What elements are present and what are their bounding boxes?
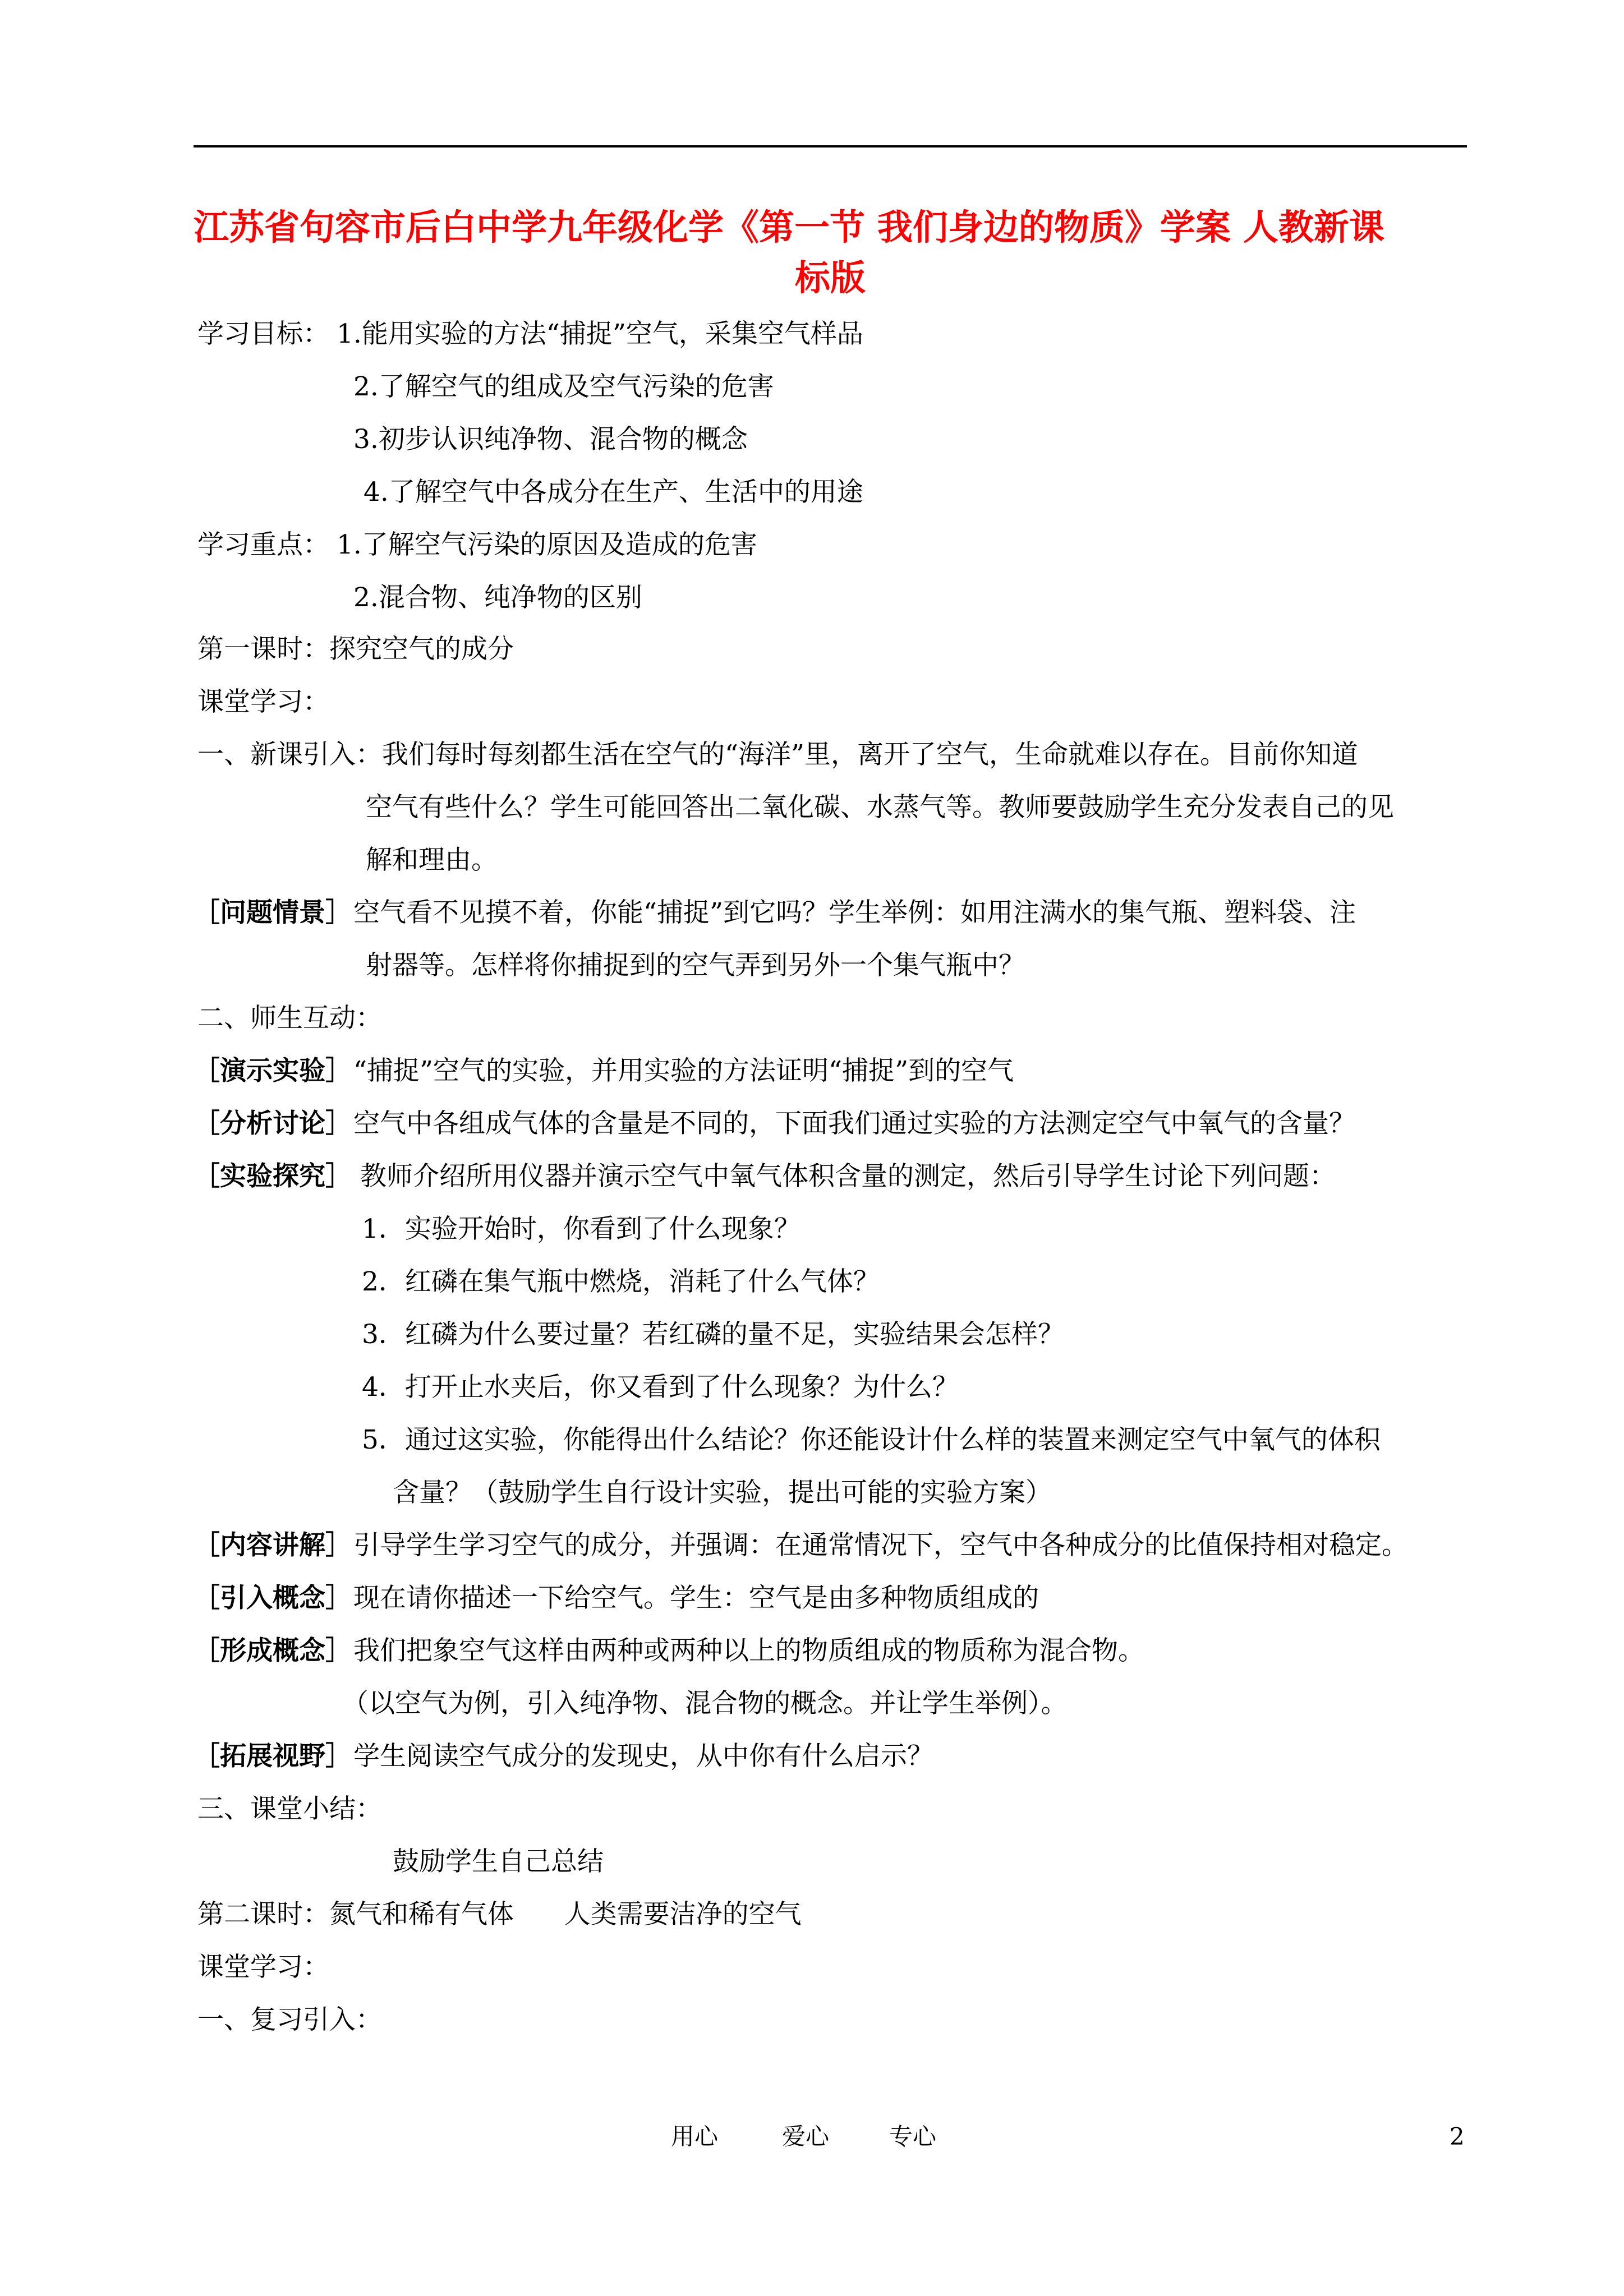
summary-text: 鼓励学生自己总结: [393, 1846, 604, 1877]
question-item-5-line-2: 含量？（鼓励学生自行设计实验，提出可能的实验方案）: [393, 1477, 1052, 1508]
intro-paragraph-line-3: 解和理由。: [366, 845, 498, 875]
page-number: 2: [1450, 2123, 1465, 2150]
concept-intro-tag: ［引入概念］: [194, 1583, 352, 1613]
problem-scenario-line-1: 空气看不见摸不着，你能“捕捉”到它吗？学生举例：如用注满水的集气瓶、塑料袋、注: [353, 897, 1356, 928]
question-item-3: 3．红磷为什么要过量？若红磷的量不足，实验结果会怎样？: [362, 1319, 1064, 1350]
intro-paragraph-line-1: 一、新课引入：我们每时每刻都生活在空气的“海洋”里，离开了空气，生命就难以存在。目前你知道: [197, 739, 1359, 770]
expand-horizon-text: 学生阅读空气成分的发现史，从中你有什么启示？: [353, 1741, 933, 1772]
content-explanation-text: 引导学生学习空气的成分，并强调：在通常情况下，空气中各种成分的比值保持相对稳定。: [353, 1530, 1408, 1561]
demo-experiment-tag: ［演示实验］: [194, 1055, 352, 1086]
concept-formation-note: （以空气为例，引入纯净物、混合物的概念。并让学生举例）。: [342, 1688, 1068, 1719]
keypoint-item-1: 1.了解空气污染的原因及造成的危害: [337, 529, 757, 560]
question-item-1: 1．实验开始时，你看到了什么现象？: [362, 1214, 801, 1244]
experiment-inquiry-tag: ［实验探究］: [194, 1161, 352, 1192]
analysis-discussion-tag: ［分析讨论］: [194, 1108, 352, 1139]
problem-scenario-tag: ［问题情景］: [194, 897, 352, 928]
content-explanation-tag: ［内容讲解］: [194, 1530, 352, 1561]
interaction-heading: 二、师生互动：: [197, 1003, 382, 1034]
goal-item-4: 4.了解空气中各成分在生产、生活中的用途: [364, 477, 863, 508]
summary-heading: 三、课堂小结：: [197, 1794, 382, 1824]
class-study-heading-2: 课堂学习：: [197, 1952, 329, 1983]
demo-experiment-text: “捕捉”空气的实验，并用实验的方法证明“捕捉”到的空气: [353, 1055, 1014, 1086]
review-intro-heading: 一、复习引入：: [197, 2004, 382, 2035]
goal-item-3: 3.初步认识纯净物、混合物的概念: [353, 424, 748, 455]
concept-intro-text: 现在请你描述一下给空气。学生：空气是由多种物质组成的: [353, 1583, 1039, 1613]
problem-scenario-line-2: 射器等。怎样将你捕捉到的空气弄到另外一个集气瓶中？: [366, 950, 1025, 981]
expand-horizon-tag: ［拓展视野］: [194, 1741, 352, 1772]
concept-formation-text: 我们把象空气这样由两种或两种以上的物质组成的物质称为混合物。: [353, 1635, 1144, 1666]
concept-formation-tag: ［形成概念］: [194, 1635, 352, 1666]
class-study-heading-1: 课堂学习：: [197, 686, 329, 717]
goal-item-2: 2.了解空气的组成及空气污染的危害: [353, 371, 774, 402]
footer-slogan-3: 专心: [889, 2123, 937, 2150]
lesson-2-heading: 第二课时：氮气和稀有气体 人类需要洁净的空气: [197, 1899, 802, 1930]
document-title-line-1: 江苏省句容市后白中学九年级化学《第一节 我们身边的物质》学案 人教新课: [194, 206, 1384, 248]
goals-label: 学习目标：: [197, 319, 329, 349]
intro-paragraph-line-2: 空气有些什么？学生可能回答出二氧化碳、水蒸气等。教师要鼓励学生充分发表自己的见: [366, 792, 1394, 823]
footer-slogan-1: 用心: [671, 2123, 719, 2150]
footer-slogan-2: 爱心: [782, 2123, 830, 2150]
question-item-2: 2．红磷在集气瓶中燃烧，消耗了什么气体？: [362, 1266, 880, 1297]
keypoints-label: 学习重点：: [197, 529, 329, 560]
keypoint-item-2: 2.混合物、纯净物的区别: [353, 582, 642, 613]
question-item-4: 4．打开止水夹后，你又看到了什么现象？为什么？: [362, 1372, 959, 1403]
document-title-line-2: 标版: [795, 257, 866, 298]
goal-item-1: 1.能用实验的方法“捕捉”空气，采集空气样品: [337, 319, 863, 349]
question-item-5-line-1: 5．通过这实验，你能得出什么结论？你还能设计什么样的装置来测定空气中氧气的体积: [362, 1424, 1381, 1455]
analysis-discussion-text: 空气中各组成气体的含量是不同的，下面我们通过实验的方法测定空气中氧气的含量？: [353, 1108, 1355, 1139]
header-rule: [194, 145, 1467, 147]
lesson-1-heading: 第一课时：探究空气的成分: [197, 634, 514, 665]
experiment-inquiry-text: 教师介绍所用仪器并演示空气中氧气体积含量的测定，然后引导学生讨论下列问题：: [360, 1161, 1336, 1192]
